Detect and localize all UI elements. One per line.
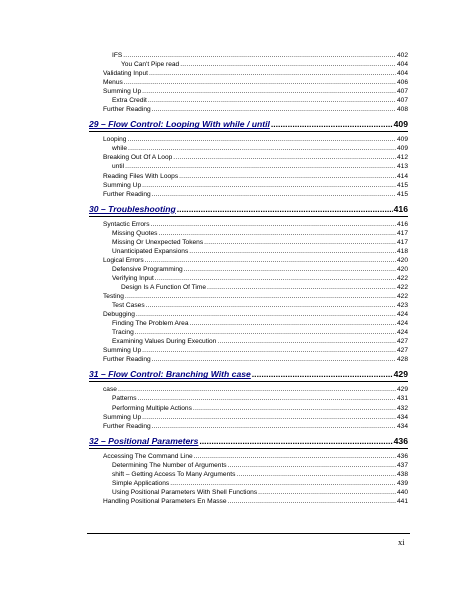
page-ref: 417 — [396, 238, 408, 246]
dot-leader — [152, 422, 396, 431]
entry-title: Further Reading — [103, 422, 151, 430]
entry-title: Finding The Problem Area — [112, 320, 189, 328]
dot-leader — [148, 96, 396, 105]
dot-leader — [128, 144, 396, 153]
toc-entry[interactable] — [103, 497, 408, 506]
entry-title: Missing Quotes — [112, 229, 158, 237]
toc-entry[interactable] — [103, 461, 408, 470]
footer-rule — [87, 533, 410, 534]
page-ref: 407 — [396, 97, 408, 105]
entry-title: Validating Input — [103, 70, 148, 78]
dot-leader — [271, 117, 393, 131]
page-ref: 423 — [396, 302, 408, 310]
dot-leader — [258, 488, 396, 497]
dot-leader — [194, 452, 396, 461]
entry-title: Design Is A Function Of Time — [121, 283, 207, 291]
page-ref: 428 — [396, 356, 408, 364]
page-ref: 424 — [396, 329, 408, 337]
entry-title: Simple Applications — [112, 479, 170, 487]
dot-leader — [199, 434, 392, 448]
toc-entry[interactable] — [103, 256, 408, 265]
dot-leader — [180, 60, 396, 69]
dot-leader — [125, 292, 396, 301]
entry-title: Testing — [103, 293, 124, 301]
entry-title: Summing Up — [103, 413, 142, 421]
page-ref: 407 — [396, 88, 408, 96]
entry-title: Further Reading — [103, 106, 151, 114]
toc-entry[interactable] — [103, 78, 408, 87]
entry-title: case — [103, 386, 117, 394]
page-ref: 415 — [396, 181, 408, 189]
dot-leader — [151, 220, 396, 229]
page-ref: 420 — [396, 265, 408, 273]
toc-entry[interactable] — [103, 96, 408, 105]
dot-leader — [204, 238, 396, 247]
entry-title: shift – Getting Access To Many Arguments — [112, 470, 236, 478]
page-ref: 422 — [396, 283, 408, 291]
toc-entry[interactable] — [103, 181, 408, 190]
entry-title: Determining The Number of Arguments — [112, 461, 227, 469]
entry-title: Unanticipated Expansions — [112, 247, 189, 255]
page-ref: 406 — [396, 79, 408, 87]
dot-leader — [145, 256, 396, 265]
dot-leader — [173, 153, 396, 162]
toc-entry[interactable] — [103, 385, 408, 394]
toc-entry[interactable] — [103, 105, 408, 114]
page-ref: 418 — [396, 247, 408, 255]
dot-leader — [142, 346, 396, 355]
toc-entry[interactable] — [103, 394, 408, 403]
page-ref: 434 — [396, 413, 408, 421]
toc-entry[interactable] — [103, 301, 408, 310]
page-ref: 438 — [396, 470, 408, 478]
page-ref: 440 — [396, 488, 408, 496]
entry-title: Handling Positional Parameters En Masse — [103, 497, 227, 505]
toc-entry[interactable] — [103, 328, 408, 337]
entry-title: You Can't Pipe read — [121, 61, 180, 69]
entry-title: Breaking Out Of A Loop — [103, 154, 173, 162]
entry-title: Summing Up — [103, 347, 142, 355]
toc-entry[interactable] — [103, 422, 408, 431]
dot-leader — [127, 135, 396, 144]
page-ref: 436 — [396, 452, 408, 460]
entry-title: Logical Errors — [103, 256, 144, 264]
entry-title: Test Cases — [112, 302, 145, 310]
dot-leader — [236, 470, 396, 479]
toc-entry[interactable] — [103, 355, 408, 364]
dot-leader — [228, 461, 396, 470]
page-ref: 416 — [393, 203, 408, 214]
toc-entry[interactable] — [103, 144, 408, 153]
page-ref: 424 — [396, 311, 408, 319]
toc-entry[interactable] — [103, 488, 408, 497]
entry-title: Defensive Programming — [112, 265, 183, 273]
entry-title: Patterns — [112, 395, 137, 403]
entry-title: Verifying Input — [112, 274, 154, 282]
page-number: xi — [398, 537, 405, 547]
dot-leader — [149, 69, 396, 78]
dot-leader — [125, 162, 396, 171]
dot-leader — [146, 301, 396, 310]
entry-title: Looping — [103, 136, 127, 144]
toc-chapter-heading[interactable] — [89, 202, 408, 217]
toc-entry[interactable] — [103, 452, 408, 461]
chapter-title: 32 – Positional Parameters — [89, 435, 199, 446]
entry-title: Further Reading — [103, 356, 151, 364]
toc-entry[interactable] — [103, 310, 408, 319]
dot-leader — [179, 172, 396, 181]
dot-leader — [142, 413, 396, 422]
page-ref: 417 — [396, 229, 408, 237]
entry-title: Further Reading — [103, 190, 151, 198]
entry-title: until — [112, 163, 125, 171]
page-ref: 439 — [396, 479, 408, 487]
dot-leader — [184, 265, 396, 274]
page-ref: 404 — [396, 70, 408, 78]
toc-entry[interactable] — [103, 51, 408, 60]
entry-title: while — [112, 145, 128, 153]
dot-leader — [217, 337, 396, 346]
page-ref: 427 — [396, 338, 408, 346]
page-ref: 414 — [396, 172, 408, 180]
page-ref: 404 — [396, 61, 408, 69]
toc-entry[interactable] — [103, 346, 408, 355]
toc-chapter-heading[interactable] — [89, 117, 408, 132]
entry-title: Extra Credit — [112, 97, 147, 105]
entry-title: Summing Up — [103, 88, 142, 96]
entry-title: Tracing — [112, 329, 134, 337]
dot-leader — [135, 328, 396, 337]
toc-entry[interactable] — [103, 190, 408, 199]
page-ref: 429 — [396, 386, 408, 394]
entry-title: Accessing The Command Line — [103, 452, 193, 460]
chapter-title: 31 – Flow Control: Branching With case — [89, 369, 251, 380]
page-ref: 412 — [396, 154, 408, 162]
dot-leader — [118, 385, 396, 394]
page-ref: 416 — [396, 220, 408, 228]
entry-title: Reading Files With Loops — [103, 172, 179, 180]
toc-entry[interactable] — [103, 153, 408, 162]
toc-entry[interactable] — [103, 220, 408, 229]
toc-entry[interactable] — [103, 265, 408, 274]
page-ref: 402 — [396, 52, 408, 59]
dot-leader — [142, 181, 396, 190]
dot-leader — [189, 247, 396, 256]
entry-title: Using Positional Parameters With Shell Functions — [112, 488, 258, 496]
page-ref: 408 — [396, 106, 408, 114]
dot-leader — [177, 202, 393, 216]
table-of-contents — [89, 51, 408, 506]
page-ref: 427 — [396, 347, 408, 355]
dot-leader — [152, 190, 396, 199]
toc-entry[interactable] — [103, 87, 408, 96]
toc-entry[interactable] — [103, 247, 408, 256]
entry-title: Performing Multiple Actions — [112, 404, 192, 412]
toc-entry[interactable] — [103, 69, 408, 78]
toc-entry[interactable] — [103, 172, 408, 181]
entry-title: Examining Values During Execution — [112, 338, 217, 346]
toc-entry[interactable] — [103, 292, 408, 301]
page-ref: 434 — [396, 422, 408, 430]
page-ref: 441 — [396, 497, 408, 505]
page-ref: 422 — [396, 274, 408, 282]
page-ref: 424 — [396, 320, 408, 328]
dot-leader — [152, 355, 396, 364]
toc-entry[interactable] — [103, 479, 408, 488]
entry-title: Syntactic Errors — [103, 220, 150, 228]
page-ref: 437 — [396, 461, 408, 469]
toc-entry[interactable] — [103, 60, 408, 69]
toc-entry[interactable] — [103, 274, 408, 283]
page-ref: 413 — [396, 163, 408, 171]
page-ref: 429 — [393, 369, 408, 380]
toc-entry[interactable] — [103, 162, 408, 171]
dot-leader — [124, 78, 396, 87]
toc-entry[interactable] — [103, 229, 408, 238]
toc-entry[interactable] — [103, 319, 408, 328]
dot-leader — [138, 394, 396, 403]
dot-leader — [158, 229, 396, 238]
page-ref: 420 — [396, 256, 408, 264]
page-ref: 431 — [396, 395, 408, 403]
dot-leader — [228, 497, 396, 506]
toc-entry[interactable] — [103, 135, 408, 144]
toc-entry[interactable] — [103, 238, 408, 247]
entry-title: Missing Or Unexpected Tokens — [112, 238, 204, 246]
dot-leader — [123, 51, 396, 60]
page-ref: 422 — [396, 293, 408, 301]
entry-title: Debugging — [103, 311, 135, 319]
toc-entry[interactable] — [103, 404, 408, 413]
dot-leader — [152, 105, 396, 114]
page-ref: 409 — [393, 119, 408, 130]
toc-entry[interactable] — [103, 337, 408, 346]
toc-chapter-heading[interactable] — [89, 367, 408, 382]
dot-leader — [189, 319, 396, 328]
dot-leader — [142, 87, 396, 96]
page-ref: 409 — [396, 145, 408, 153]
dot-leader — [193, 404, 396, 413]
entry-title: Summing Up — [103, 181, 142, 189]
dot-leader — [155, 274, 396, 283]
toc-chapter-heading[interactable] — [89, 434, 408, 449]
entry-title: Menus — [103, 79, 123, 87]
chapter-title: 29 – Flow Control: Looping With while / until — [89, 119, 270, 130]
chapter-title: 30 – Troubleshooting — [89, 203, 176, 214]
page-ref: 436 — [393, 435, 408, 446]
page-ref: 415 — [396, 190, 408, 198]
dot-leader — [136, 310, 396, 319]
dot-leader — [170, 479, 396, 488]
toc-entry[interactable] — [103, 283, 408, 292]
page-ref: 432 — [396, 404, 408, 412]
toc-entry[interactable] — [103, 413, 408, 422]
dot-leader — [207, 283, 396, 292]
toc-entry[interactable] — [103, 470, 408, 479]
dot-leader — [252, 367, 393, 381]
page-ref: 409 — [396, 136, 408, 144]
entry-title: IFS — [112, 52, 123, 59]
